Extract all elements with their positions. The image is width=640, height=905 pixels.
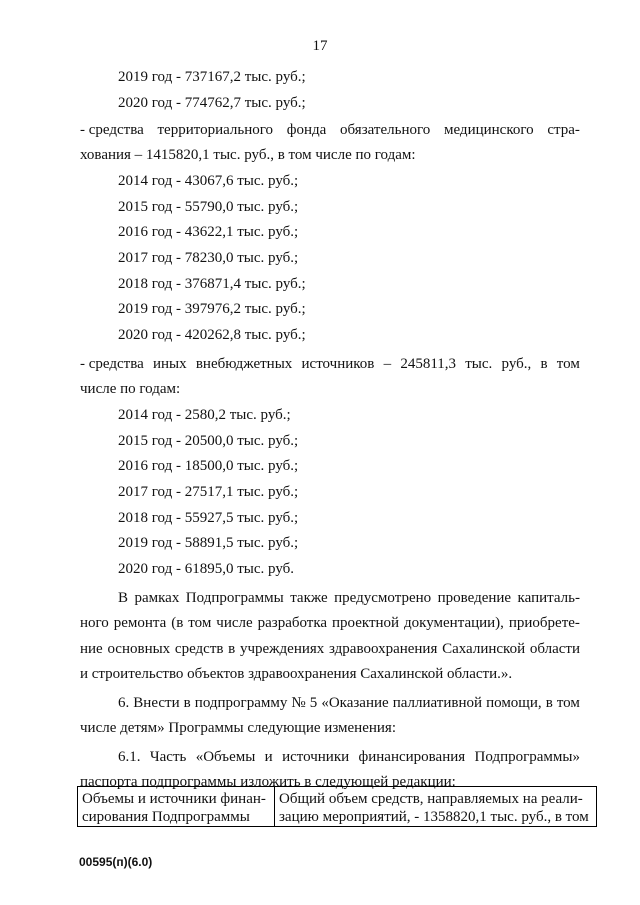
document-code: 00595(п)(6.0) bbox=[79, 855, 153, 869]
word: капиталь- bbox=[517, 590, 580, 606]
word: Внести bbox=[133, 695, 180, 711]
word: проведение bbox=[437, 590, 512, 606]
text-line: 2019 год - 58891,5 тыс. руб.; bbox=[118, 535, 299, 551]
word: и bbox=[264, 749, 273, 765]
word: рамках bbox=[134, 590, 180, 606]
word: в bbox=[545, 695, 553, 711]
text-line: 2014 год - 43067,6 тыс. руб.; bbox=[118, 173, 299, 189]
word: тыс. bbox=[465, 356, 493, 372]
word: ние bbox=[80, 641, 103, 657]
text-line: 2017 год - 78230,0 тыс. руб.; bbox=[118, 250, 299, 266]
word: учреждениях bbox=[239, 641, 325, 657]
word: области bbox=[529, 641, 580, 657]
word: ного bbox=[80, 615, 109, 631]
word: № bbox=[291, 695, 306, 711]
justified-line bbox=[118, 748, 580, 766]
text-line: 2015 год - 55790,0 тыс. руб.; bbox=[118, 199, 299, 215]
word: иных bbox=[152, 356, 187, 372]
cell-line: Объемы и источники финан- bbox=[82, 791, 266, 807]
word: обязательного bbox=[340, 122, 431, 138]
text-line: и строительство объектов здравоохранения Сахалинской области.». bbox=[80, 666, 513, 682]
word: - средства bbox=[80, 356, 144, 372]
word: средств bbox=[174, 641, 224, 657]
financing-table bbox=[77, 786, 597, 827]
word: том bbox=[556, 356, 580, 372]
justified-line bbox=[80, 640, 580, 658]
word: проектной bbox=[332, 615, 400, 631]
word: 6. bbox=[118, 695, 130, 711]
word: источники bbox=[282, 749, 350, 765]
word: числе bbox=[216, 615, 253, 631]
word: медицинского bbox=[443, 122, 534, 138]
word: 5 bbox=[309, 695, 318, 711]
word: том bbox=[556, 695, 580, 711]
word: Часть bbox=[149, 749, 187, 765]
word: документации), bbox=[404, 615, 504, 631]
word: «Объемы bbox=[195, 749, 256, 765]
text-line: 2020 год - 774762,7 тыс. руб.; bbox=[118, 95, 306, 111]
word: в bbox=[540, 356, 548, 372]
word: приобрете- bbox=[508, 615, 580, 631]
text-line: 2020 год - 420262,8 тыс. руб.; bbox=[118, 327, 306, 343]
justified-line bbox=[118, 589, 580, 607]
word: здравоохранения bbox=[329, 641, 438, 657]
word: стра- bbox=[547, 122, 580, 138]
word: (в bbox=[171, 615, 184, 631]
cell-line: сирования Подпрограммы bbox=[82, 809, 250, 825]
word: основных bbox=[107, 641, 171, 657]
table-cell-label bbox=[78, 787, 275, 827]
word: фонда bbox=[286, 122, 327, 138]
word: предусмотрено bbox=[334, 590, 432, 606]
word: Подпрограммы» bbox=[474, 749, 580, 765]
text-line: паспорта подпрограммы изложить в следующей редакции: bbox=[80, 774, 456, 790]
word: территориального bbox=[157, 122, 274, 138]
justified-line bbox=[80, 614, 580, 632]
text-line: 2017 год - 27517,1 тыс. руб.; bbox=[118, 484, 299, 500]
text-line: 2014 год - 2580,2 тыс. руб.; bbox=[118, 407, 291, 423]
word: разработка bbox=[257, 615, 328, 631]
word: руб., bbox=[501, 356, 532, 372]
cell-line: зацию мероприятий, - 1358820,1 тыс. руб., в том bbox=[279, 809, 589, 825]
text-line: 2018 год - 55927,5 тыс. руб.; bbox=[118, 510, 299, 526]
word: ремонта bbox=[113, 615, 167, 631]
word: Подпрограммы bbox=[185, 590, 284, 606]
word: источников bbox=[301, 356, 375, 372]
word: «Оказание bbox=[321, 695, 389, 711]
text-line: 2016 год - 18500,0 тыс. руб.; bbox=[118, 458, 299, 474]
word: Сахалинской bbox=[442, 641, 526, 657]
word: подпрограмму bbox=[194, 695, 288, 711]
text-line: числе по годам: bbox=[80, 381, 181, 397]
word: В bbox=[118, 590, 129, 606]
table-row bbox=[78, 787, 597, 827]
justified-line bbox=[80, 355, 580, 373]
text-line: числе детям» Программы следующие изменения: bbox=[80, 720, 396, 736]
word: также bbox=[290, 590, 328, 606]
word: - средства bbox=[80, 122, 144, 138]
word: внебюджетных bbox=[195, 356, 293, 372]
word: – bbox=[383, 356, 392, 372]
text-line: хования – 1415820,1 тыс. руб., в том числе по годам: bbox=[80, 147, 416, 163]
text-line: 2019 год - 737167,2 тыс. руб.; bbox=[118, 69, 306, 85]
word: финансирования bbox=[358, 749, 466, 765]
word: в bbox=[228, 641, 236, 657]
text-line: 2020 год - 61895,0 тыс. руб. bbox=[118, 561, 295, 577]
word: в bbox=[183, 695, 191, 711]
page-number: 17 bbox=[312, 38, 328, 54]
word: 245811,3 bbox=[400, 356, 457, 372]
cell-line: Общий объем средств, направляемых на реали- bbox=[279, 791, 583, 807]
text-line: 2019 год - 397976,2 тыс. руб.; bbox=[118, 301, 306, 317]
table-cell-value bbox=[275, 787, 597, 827]
justified-line bbox=[80, 121, 580, 139]
text-line: 2016 год - 43622,1 тыс. руб.; bbox=[118, 224, 299, 240]
word: помощи, bbox=[486, 695, 542, 711]
word: 6.1. bbox=[118, 749, 141, 765]
text-line: 2018 год - 376871,4 тыс. руб.; bbox=[118, 276, 306, 292]
justified-line bbox=[118, 694, 580, 712]
word: том bbox=[188, 615, 212, 631]
text-line: 2015 год - 20500,0 тыс. руб.; bbox=[118, 433, 299, 449]
word: паллиативной bbox=[392, 695, 483, 711]
